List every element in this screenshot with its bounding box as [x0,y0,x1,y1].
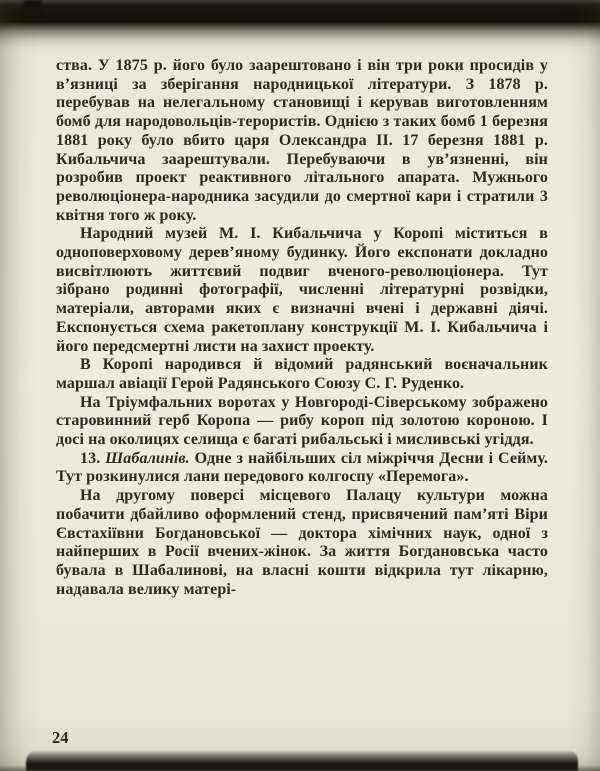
paragraph-text: 13. [80,449,106,467]
paragraph [56,225,548,356]
paragraph [56,57,548,225]
paragraph [56,487,548,599]
paragraph-text: Народний музей М. І. Кибальчича у Коропі міститься в одноповерховому дерев’яному будинку. Його експонати докладно висвітлюють життєвий подвиг вченого-революціонера. Тут зібрано родинні фотографії, численні літературні розвідки, матеріали, авторами яких є визначні вчені і державні діячі. Експонується схема ракетоплану конструкції М. І. Кибальчича і його передсмертні листи на захист проекту. [56,225,548,355]
scan-artifact-notch [24,0,42,15]
page-number: 24 [52,728,69,747]
paragraph-text: На другому поверсі місцевого Палацу культури можна побачити дбайливо оформлений стенд, присвячений пам’яті Віри Євстахіївни Богдановської — доктора хімічних наук, одної з найперших в Росії вчених-жінок. За життя Богдановська часто бувала в Шабалинові, на власні кошти відкрила тут лікарню, надавала велику матері- [56,487,548,598]
scan-shadow-bottom-edge [0,765,600,771]
paragraph-italic-text: Шабалинів. [105,449,190,467]
scan-shadow-top [0,0,600,48]
paragraph-text: В Коропі народився й відомий радянський воєначальник маршал авіації Герой Радянського Союзу С. Г. Руденко. [56,356,548,392]
paragraph [56,450,548,487]
paragraph-text: Одне з найбільших сіл міжріччя Десни і Сейму. Тут розкинулися лани передового колгоспу «Перемога». [56,449,548,486]
paragraph-text: На Тріумфальних воротах у Новгороді-Сіверському зображено старовинний герб Коропа — рибу короп під золотою короною. І досі на околицях селища є багаті рибальські і мисливські угіддя. [56,393,548,449]
page-text [56,57,548,599]
paragraph [56,356,548,393]
paragraph-text: ства. У 1875 р. його було заарештовано і він три роки просидів у в’язниці за зберігання народницької літератури. З 1878 р. перебував на нелегальному становищі і керував виготовленням бомб для народовольців-терористів. Однією з таких бомб 1 березня 1881 року було вбито царя Олександра II. 17 березня 1881 р. Кибальчича заарештували. Перебуваючи в ув’язненні, він розробив проект реактивного літального апарата. Мужнього революціонера-народника засудили до смертної кари і стратили 3 квітня того ж року. [56,57,548,224]
paragraph [56,394,548,450]
